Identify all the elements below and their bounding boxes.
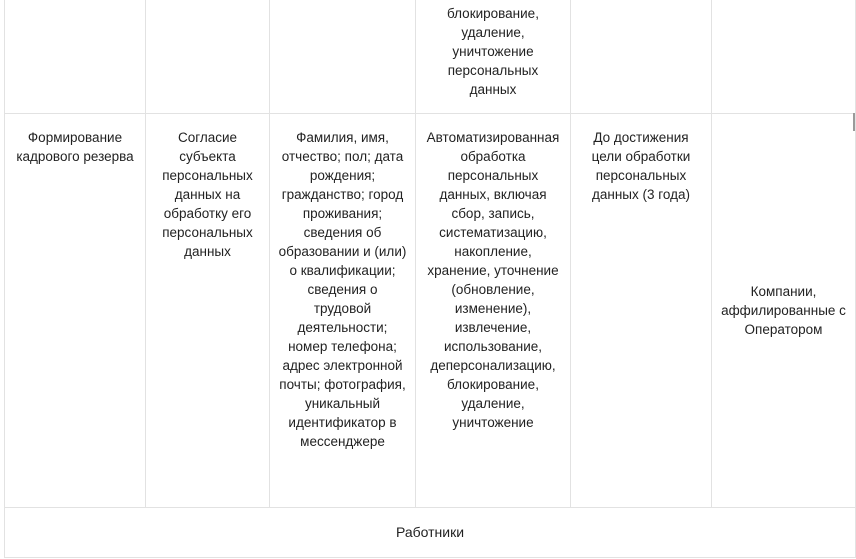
table-cell [5,0,146,114]
legal-basis-text: Согласие субъекта персональных данных на обработку его персональных данных [162,130,253,259]
table-cell [270,0,416,114]
processing-actions-cell [416,114,571,508]
scrollbar-edge [853,113,855,131]
data-categories-text: Фамилия, имя, отчество; пол; дата рождения; гражданство; город проживания; сведения об образовании и (или) о квалификации; сведения о трудовой деятельности; номер телефона; адрес электронной почты; фотография, уникальный идентификатор в мессенджере [278,130,407,449]
purpose-text: Формирование кадрового резерва [16,130,134,164]
personal-data-table [4,0,856,558]
retention-period-text: До достижения цели обработки персональных данных (3 года) [591,130,691,202]
section-header-text: Работники [395,524,465,540]
table-row-previous [5,0,856,114]
table-cell [712,0,856,114]
processing-actions-text: Автоматизированная обработка персональных данных, включая сбор, запись, систематизацию, накопление, хранение, уточнение (обновление, изменение), извлечение, использование, деперсонализацию, блокирование, удаление, уничтожение [426,130,560,430]
data-categories-cell [270,114,416,508]
legal-basis-cell [146,114,270,508]
section-header-row [5,508,856,558]
section-header-cell [5,508,856,558]
retention-period-cell [571,114,712,508]
recipients-text: Компании, аффилированные с Оператором [721,284,846,337]
table-cell [146,0,270,114]
table-row-talent-pool [5,114,856,508]
processing-actions-continuation-text: блокирование, удаление, уничтожение персональных данных [447,6,539,97]
processing-actions-continuation-cell [416,0,571,114]
recipients-cell [712,114,856,508]
purpose-cell [5,114,146,508]
table-cell [571,0,712,114]
